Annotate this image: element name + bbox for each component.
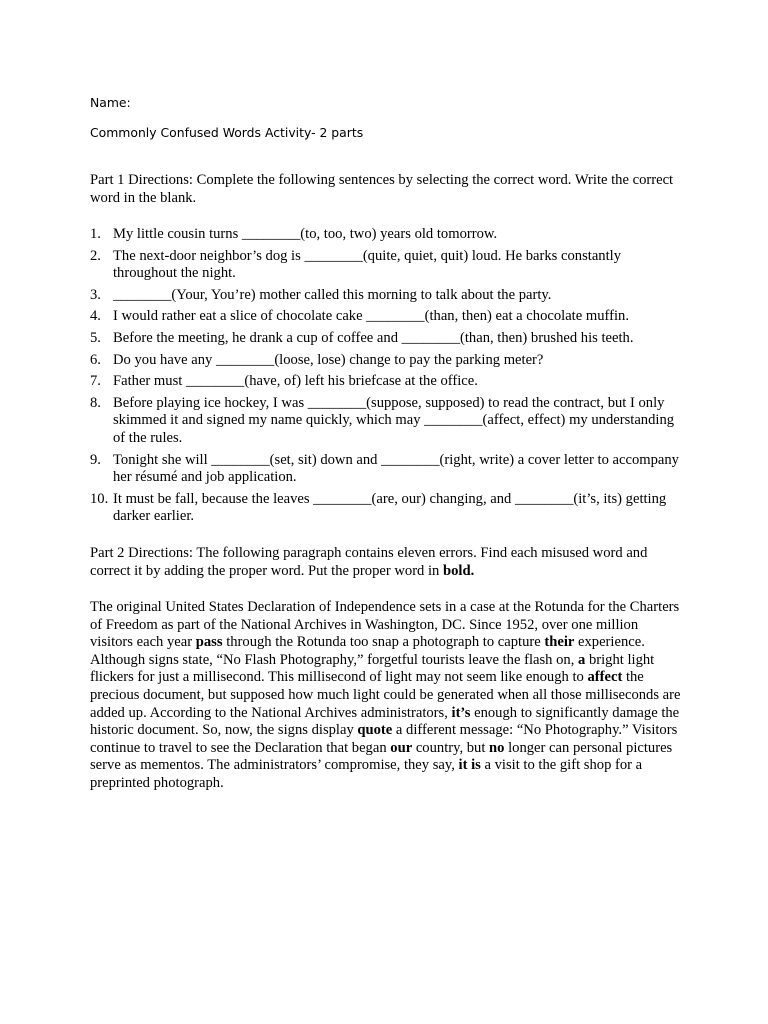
question-number: 3. bbox=[90, 286, 101, 303]
question-text: It must be fall, because the leaves ________(are, our) changing, and ________(it’s, its) getting darker earlier. bbox=[113, 490, 667, 525]
question-list bbox=[90, 226, 680, 530]
paragraph-run: experience. Although signs state, “No Flash Photography,” forgetful tourists leave the flash on, bbox=[90, 634, 645, 668]
question-text: ________(Your, You’re) mother called this morning to talk about the party. bbox=[113, 286, 552, 303]
question-text: Before playing ice hockey, I was ________(suppose, supposed) to read the contract, but I only skimmed it and signed my name quickly, which may ________(affect, effect) my understanding of the rules. bbox=[113, 394, 675, 446]
question-number: 6. bbox=[90, 351, 101, 368]
question-item bbox=[90, 491, 680, 526]
bold-correction: our bbox=[390, 739, 413, 756]
question-text: I would rather eat a slice of chocolate cake ________(than, then) eat a chocolate muffin. bbox=[113, 308, 629, 325]
question-item bbox=[90, 395, 680, 448]
paragraph-run: through the Rotunda too snap a photograph to capture bbox=[222, 634, 545, 651]
question-text: Before the meeting, he drank a cup of coffee and ________(than, then) brushed his teeth. bbox=[113, 329, 634, 346]
question-item bbox=[90, 452, 680, 487]
question-item bbox=[90, 248, 680, 283]
question-number: 2. bbox=[90, 247, 101, 264]
question-number: 4. bbox=[90, 308, 101, 325]
bold-correction: no bbox=[489, 739, 505, 756]
bold-correction: it is bbox=[458, 757, 481, 774]
question-text: Father must ________(have, of) left his briefcase at the office. bbox=[113, 373, 478, 390]
bold-correction: affect bbox=[587, 669, 623, 686]
paragraph-run: The original United States Declaration of Independence sets in a case at the Rotunda for the Charters of Freedom as part of the National Archives in Washington, DC. Since 1952, over one million visitors each year bbox=[90, 599, 680, 651]
name-label: Name: bbox=[90, 95, 131, 110]
question-number: 8. bbox=[90, 394, 101, 411]
question-item bbox=[90, 226, 680, 244]
question-text: Tonight she will ________(set, sit) down and ________(right, write) a cover letter to accompany her résumé and job application. bbox=[113, 451, 679, 486]
bold-correction: quote bbox=[357, 722, 393, 739]
paragraph-run: country, but bbox=[412, 739, 490, 756]
question-number: 5. bbox=[90, 329, 101, 346]
question-item bbox=[90, 308, 680, 326]
error-paragraph bbox=[90, 599, 682, 793]
question-number: 7. bbox=[90, 373, 101, 390]
paragraph-run: a different message: “No Photography.” Visitors continue to travel to see the Declaration that began bbox=[90, 722, 678, 756]
question-item bbox=[90, 352, 680, 370]
bold-correction: a bbox=[578, 651, 586, 668]
question-item bbox=[90, 373, 680, 391]
part2-directions-text: Part 2 Directions: The following paragraph contains eleven errors. Find each misused word and correct it by adding the proper word. Put the proper word in bbox=[90, 545, 648, 579]
question-text: My little cousin turns ________(to, too, two) years old tomorrow. bbox=[113, 226, 498, 242]
question-item bbox=[90, 330, 680, 348]
part2-directions bbox=[90, 545, 680, 580]
bold-correction: their bbox=[544, 634, 575, 651]
question-number: 10. bbox=[90, 490, 109, 507]
question-text: The next-door neighbor’s dog is ________(quite, quiet, quit) loud. He barks constantly throughout the night. bbox=[113, 247, 621, 282]
part1-directions: Part 1 Directions: Complete the following sentences by selecting the correct word. Write the correct word in the blank. bbox=[90, 172, 674, 206]
paragraph-run: longer can personal pictures serve as mementos. The administrators’ compromise, they say, bbox=[90, 739, 673, 774]
question-item bbox=[90, 287, 680, 305]
question-number: 1. bbox=[90, 226, 101, 242]
paragraph-run: bright light flickers for just a millisecond. This millisecond of light may not seem like enough to bbox=[90, 651, 655, 686]
question-text: Do you have any ________(loose, lose) change to pay the parking meter? bbox=[113, 351, 544, 368]
question-number: 9. bbox=[90, 451, 101, 468]
paragraph-run: the precious document, but supposed how much light could be generated when all those milliseconds are added up. According to the National Archives administrators, bbox=[90, 669, 681, 721]
bold-correction: it’s bbox=[451, 704, 471, 721]
part2-directions-bold: bold. bbox=[443, 562, 475, 579]
paragraph-run: a visit to the gift shop for a preprinted photograph. bbox=[90, 757, 643, 791]
paragraph-run: enough to significantly damage the historic document. So, now, the signs display bbox=[90, 704, 680, 739]
bold-correction: pass bbox=[195, 634, 223, 651]
document-title: Commonly Confused Words Activity- 2 parts bbox=[90, 125, 364, 140]
